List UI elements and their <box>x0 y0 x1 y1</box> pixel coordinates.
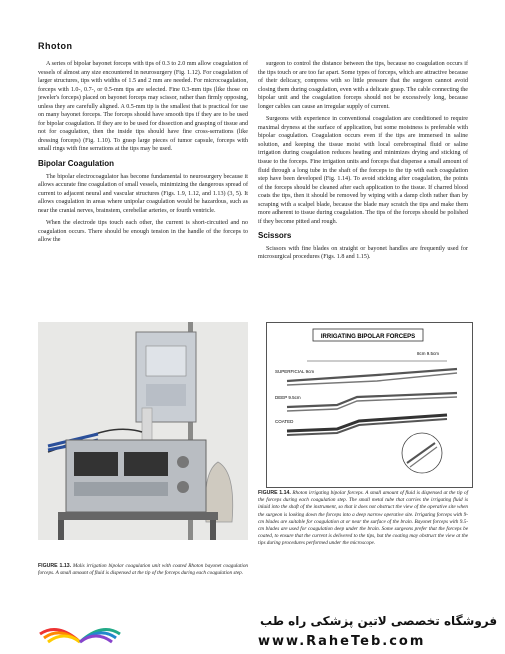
paragraph: A series of bipolar bayonet forceps with tips of 0.3 to 2.0 mm allow coagulation of vessels of almost any size encountered in neurosurgery (Fig. 1.12). For coagulation of larger structures, tips with widths of 1.5 and 2 mm are needed. For microcoagulation, forceps with 1.0-, 0.7-, or 0.5-mm tips are selected. Fine 0.3-mm tips (like those on jeweler's forceps) placed on bayonet forceps may scissor, rather than firmly opposing, unless they are carefully aligned. A 0.5-mm tip is the smallest that is practical for use on many bayonet forceps. The forceps should have smooth tips if they are to be used for bipolar coagulation. If they are to be used for dissection and grasping of tissue and not for coagulation, then the inside tips should have fine cross-serrations (like dressing forceps) (Fig. 1.10). To grasp large pieces of tumor capsule, forceps with small rings with fine serrations at the tips may be used. <box>38 61 248 153</box>
paragraph: Scissors with fine blades on straight or bayonet handles are frequently used for microsurgical procedures (Figs. 1.8 and 1.15). <box>258 245 468 261</box>
caption-text: Malis irrigation bipolar coagulation unit with coated Rhoton bayonet coagulation forceps. A small amount of fluid is dispensed at the tip of the forceps during each coagulation step. <box>38 563 249 577</box>
coated-label: COATED <box>275 419 294 424</box>
section-heading: Scissors <box>258 231 292 241</box>
paragraph: surgeon to control the distance between the tips, because no coagulation occurs if the tips touch or are too far apart. Some types of forceps, which are attractive because of their delicacy, compress with so little pressure that the surgeon cannot avoid closing them during coagulation, even with a delicate grasp. The cable connecting the bipolar unit and the coagulation forceps should not be excessively long, because longer cables can cause an irregular supply of current. <box>258 61 468 110</box>
store-url[interactable]: www.RaheTeb.com <box>258 634 426 649</box>
superficial-label: SUPERFICIAL 9cm <box>275 369 315 374</box>
length-label: 8cm 9.5cm <box>417 351 440 356</box>
figure-1-14-caption <box>258 490 468 548</box>
paragraph: When the electrode tips touch each other, the current is short-circuited and no coagulation occurs. There should be enough tension in the handle of the forceps to allow the <box>38 220 248 244</box>
forceps-diagram <box>267 323 472 487</box>
figure-label: FIGURE 1.13. <box>38 563 72 569</box>
paragraph: Surgeons with experience in conventional coagulation are conditioned to require maximal dryness at the surface of application, but some moistness is preferable with bipolar coagulation. Coagulation occurs even if the tips are immersed in saline solution, and keeping the tissue moist with local cerebrospinal fluid or saline irrigation during coagulation reduces heating and minimizes drying and sticking of tissue to the forceps. Fine irrigation units and forceps that dispense a small amount of fluid through a long tube in the shaft of the forceps to the tip with each coagulation step have been developed (Fig. 1.14). To avoid sticking after coagulation, the points of the forceps should be cleaned after each application to the tissue. If charred blood coats the tips, then it should be removed by wiping with a damp cloth rather than by scraping with a scalpel blade, because the blade may scratch the tips and make them more adherent to tissue during coagulation. The tips of the forceps should be polished if they become pitted and rough. <box>258 116 468 225</box>
figure-label: FIGURE 1.14. <box>258 490 291 496</box>
advert-banner <box>0 612 505 654</box>
left-column <box>38 60 248 249</box>
coagulation-unit-illustration <box>38 322 248 540</box>
figure-1-14-diagram <box>266 322 473 488</box>
figure-1-13-caption <box>38 563 248 577</box>
open-book-logo <box>38 612 122 652</box>
section-heading: Bipolar Coagulation <box>38 159 114 169</box>
running-head: Rhoton <box>38 41 73 51</box>
paragraph: The bipolar electrocoagulator has become fundamental to neurosurgery because it allows accurate fine coagulation of small vessels, minimizing the dangerous spread of current to adjacent neural and vascular structures (Figs. 1.9, 1.12, and 1.13) (3, 5). It allows coagulation in areas where unipolar coagulation would be hazardous, such as near the cranial nerves, brainstem, cerebellar arteries, or fourth ventricle. <box>38 173 248 214</box>
deep-label: DEEP 9.5cm <box>275 395 301 400</box>
caption-text: Rhoton irrigating bipolar forceps. A small amount of fluid is dispensed at the tip of the forceps during each coagulation step. The small metal tube that carries the irrigating fluid is inlaid into the shaft of the instrument, so that it does not obstruct the view of the operative site when the surgeon is looking down the forceps into a deep narrow operative site. Irrigating forceps with 9-cm blades are suitable for coagulation at or near the surface of the brain. Bayonet forceps with 9.5-cm blades are used for coagulation deep under the brain. Some surgeons prefer that the forceps be coated, to ensure that the current is delivered to the tips, but the coating may obstruct the view at the tips during procedures performed under the microscope. <box>258 490 469 547</box>
figure-1-13-photo <box>38 322 248 540</box>
store-name-persian: فروشگاه تخصصی لاتین پزشکی راه طب <box>260 614 498 628</box>
diagram-title: IRRIGATING BIPOLAR FORCEPS <box>320 334 416 340</box>
right-column <box>258 60 468 266</box>
